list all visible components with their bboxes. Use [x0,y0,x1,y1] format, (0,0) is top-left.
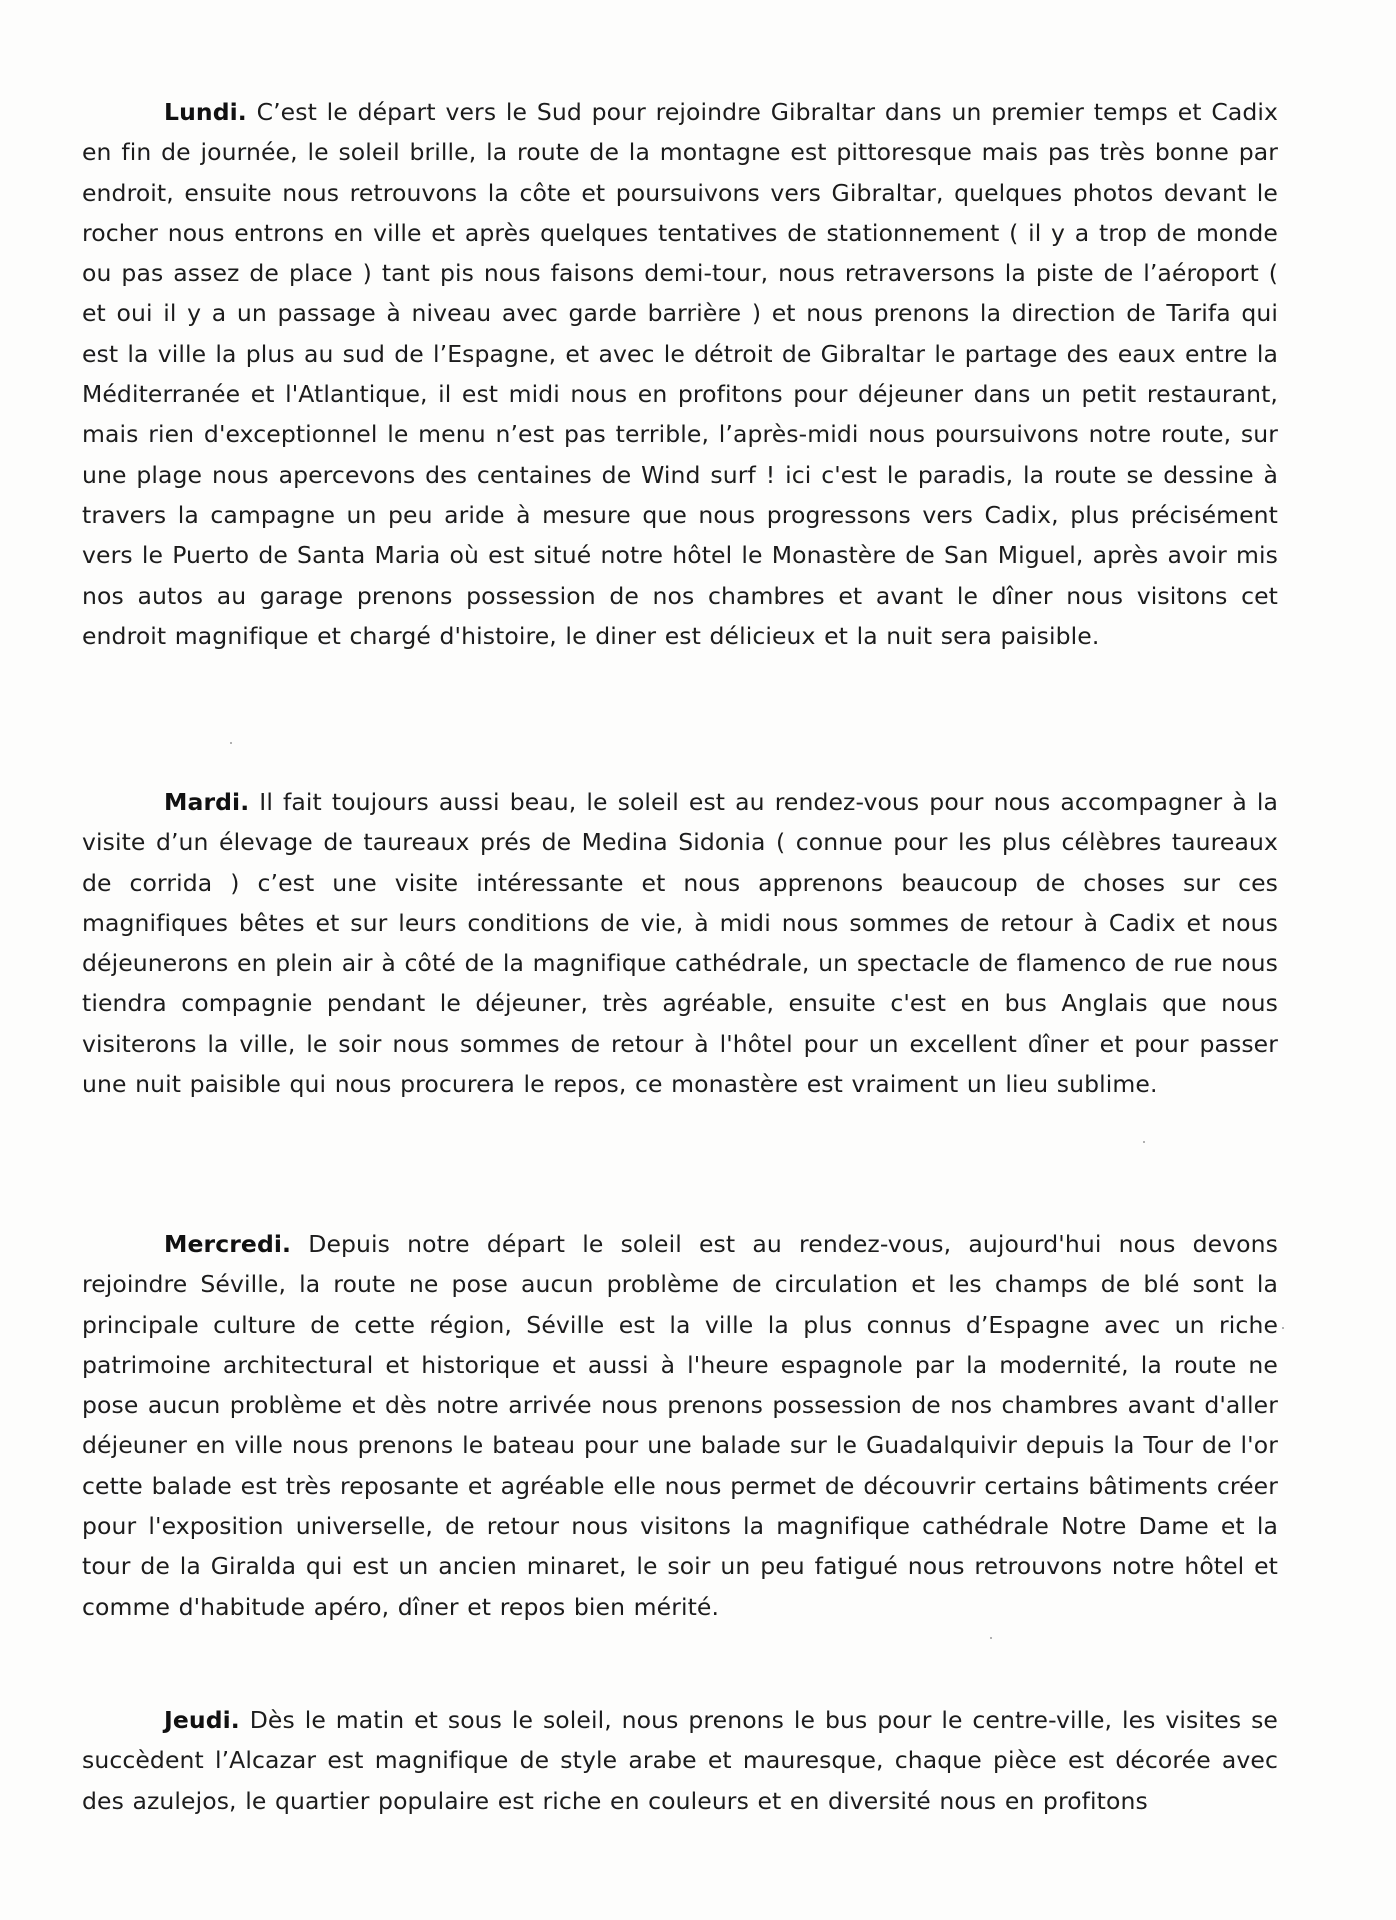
paragraph-text-lundi: C’est le départ vers le Sud pour rejoindre Gibraltar dans un premier temps et Cadix en fin de journée, le soleil brille, la route de la montagne est pittoresque mais pas très bonne par endroit, ensuite nous retrouvons la côte et poursuivons vers Gibraltar, quelques photos devant le rocher nous entrons en ville et après quelques tentatives de stationnement ( il y a trop de monde ou pas assez de place ) tant pis nous faisons demi-tour, nous retraversons la piste de l’aéroport ( et oui il y a un passage à niveau avec garde barrière ) et nous prenons la direction de Tarifa qui est la ville la plus au sud de l’Espagne, et avec le détroit de Gibraltar le partage des eaux entre la Méditerranée et l'Atlantique, il est midi nous en profitons pour déjeuner dans un petit restaurant, mais rien d'exceptionnel le menu n’est pas terrible, l’après-midi nous poursuivons notre route, sur une plage nous apercevons des centaines de Wind surf ! ici c'est le paradis, la route se dessine à travers la campagne un peu aride à mesure que nous progressons vers Cadix, plus précisément vers le Puerto de Santa Maria où est situé notre hôtel le Monastère de San Miguel, après avoir mis nos autos au garage prenons possession de nos chambres et avant le dîner nous visitons cet endroit magnifique et chargé d'histoire, le diner est délicieux et la nuit sera paisible. [82,98,1278,650]
day-heading-jeudi: Jeudi. [164,1706,240,1734]
scan-speck [1143,1141,1145,1143]
paragraph-mardi [82,782,1278,1104]
day-heading-mardi: Mardi. [164,788,250,816]
paragraph-text-mercredi: Depuis notre départ le soleil est au rendez-vous, aujourd'hui nous devons rejoindre Séville, la route ne pose aucun problème de circulation et les champs de blé sont la principale culture de cette région, Séville est la ville la plus connus d’Espagne avec un riche patrimoine architectural et historique et aussi à l'heure espagnole par la modernité, la route ne pose aucun problème et dès notre arrivée nous prenons possession de nos chambres avant d'aller déjeuner en ville nous prenons le bateau pour une balade sur le Guadalquivir depuis la Tour de l'or cette balade est très reposante et agréable elle nous permet de découvrir certains bâtiments créer pour l'exposition universelle, de retour nous visitons la magnifique cathédrale Notre Dame et la tour de la Giralda qui est un ancien minaret, le soir un peu fatigué nous retrouvons notre hôtel et comme d'habitude apéro, dîner et repos bien mérité. [82,1230,1278,1621]
scan-speck [1282,1327,1284,1329]
paragraph-lundi [82,92,1278,656]
paragraph-jeudi [82,1700,1278,1821]
day-heading-lundi: Lundi. [164,98,247,126]
scan-speck [990,1637,992,1639]
paragraph-text-jeudi: Dès le matin et sous le soleil, nous prenons le bus pour le centre-ville, les visites se succèdent l’Alcazar est magnifique de style arabe et mauresque, chaque pièce est décorée avec des azulejos, le quartier populaire est riche en couleurs et en diversité nous en profitons [82,1706,1278,1815]
paragraph-text-mardi: Il fait toujours aussi beau, le soleil est au rendez-vous pour nous accompagner à la visite d’un élevage de taureaux prés de Medina Sidonia ( connue pour les plus célèbres taureaux de corrida ) c’est une visite intéressante et nous apprenons beaucoup de choses sur ces magnifiques bêtes et sur leurs conditions de vie, à midi nous sommes de retour à Cadix et nous déjeunerons en plein air à côté de la magnifique cathédrale, un spectacle de flamenco de rue nous tiendra compagnie pendant le déjeuner, très agréable, ensuite c'est en bus Anglais que nous visiterons la ville, le soir nous sommes de retour à l'hôtel pour un excellent dîner et pour passer une nuit paisible qui nous procurera le repos, ce monastère est vraiment un lieu sublime. [82,788,1278,1099]
day-heading-mercredi: Mercredi. [164,1230,292,1258]
scan-speck [230,742,232,744]
paragraph-mercredi [82,1224,1278,1627]
